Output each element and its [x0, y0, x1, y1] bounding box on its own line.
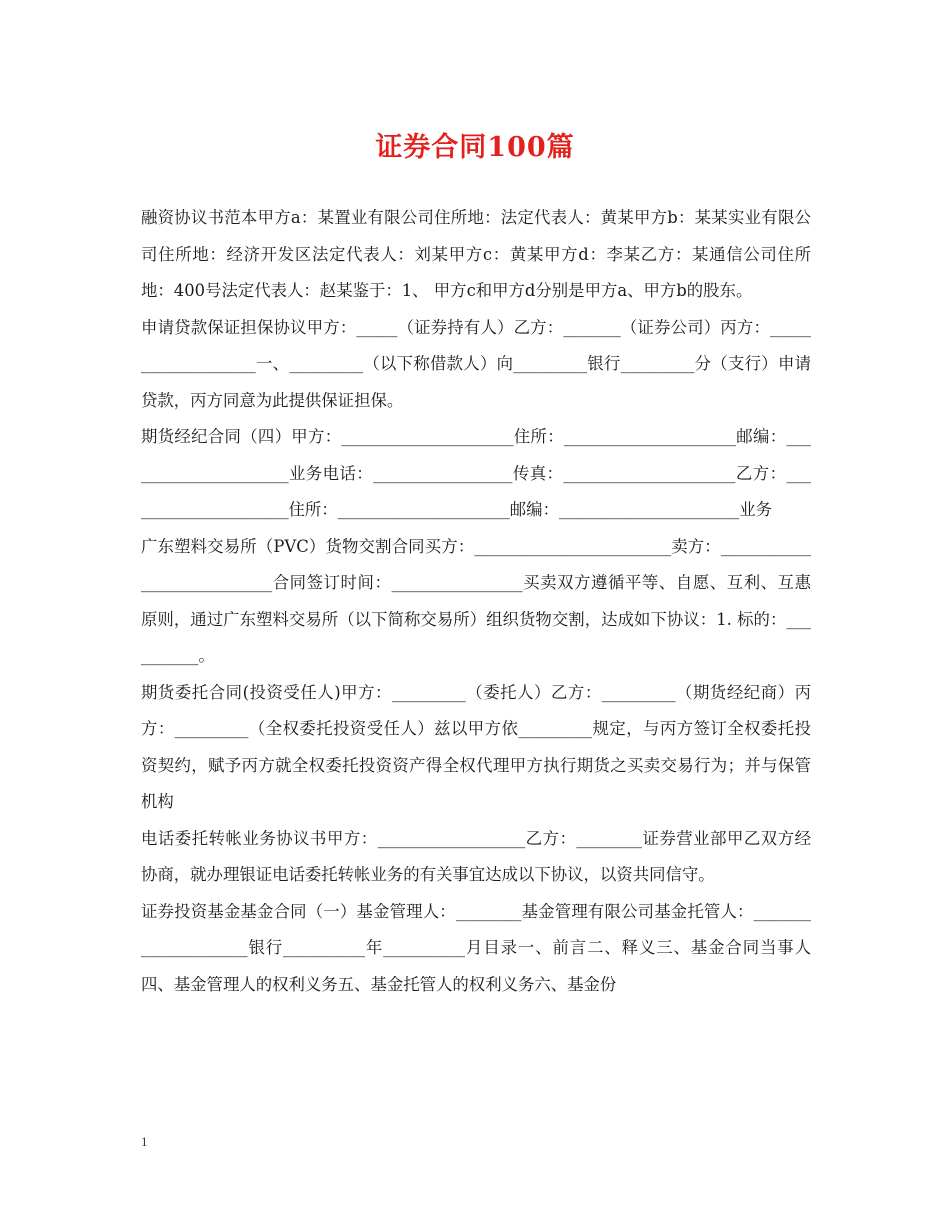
- document-title: 证券合同100篇: [375, 132, 575, 163]
- page-number: 1: [141, 1134, 148, 1149]
- paragraph-futures-brokerage: 期货经纪合同（四）甲方：_____________________住所：_____________________邮编：_____________________业务电话：_________________传真：_____________________乙方：_____________________住所：_____________________邮编：______________________业务: [141, 427, 811, 519]
- paragraph-loan-guarantee: 申请贷款保证担保协议甲方：_____（证券持有人）乙方：_______（证券公司）丙方：___________________一、_________（以下称借款人）向_________银行_________分（支行）申请贷款，丙方同意为此提供保证担保。: [141, 317, 811, 410]
- paragraph-pvc-delivery: 广东塑料交易所（PVC）货物交割合同买方：________________________卖方：___________________________合同签订时间：________________买卖双方遵循平等、自愿、互利、互惠原则，通过广东塑料交易所（以下简称交易所）组织货物交割，达成如下协议：1. 标的：__________。: [141, 536, 811, 665]
- paragraph-futures-entrust: 期货委托合同(投资受任人)甲方：_________（委托人）乙方：_________（期货经纪商）丙方：_________（全权委托投资受任人）兹以甲方依_________规定，与丙方签订全权委托投资契约，赋予丙方就全权委托投资资产得全权代理甲方执行期货之买卖交易行为；并与保管机构: [141, 682, 811, 811]
- document-body: [141, 200, 811, 1003]
- paragraph-phone-transfer: 电话委托转帐业务协议书甲方：__________________乙方：________证券营业部甲乙双方经协商，就办理银证电话委托转帐业务的有关事宜达成以下协议，以资共同信守。: [141, 828, 811, 884]
- paragraph-fund-contract: 证券投资基金基金合同（一）基金管理人：________基金管理有限公司基金托管人：____________________银行__________年__________月目录一、前言二、释义三、基金合同当事人四、基金管理人的权利义务五、基金托管人的权利义务六、基金份: [141, 901, 811, 994]
- paragraph-financing-agreement: 融资协议书范本甲方a：某置业有限公司住所地：法定代表人：黄某甲方b：某某实业有限公司住所地：经济开发区法定代表人：刘某甲方c：黄某甲方d：李某乙方：某通信公司住所地：400号法定代表人：赵某鉴于：1、 甲方c和甲方d分别是甲方a、甲方b的股东。: [141, 208, 811, 300]
